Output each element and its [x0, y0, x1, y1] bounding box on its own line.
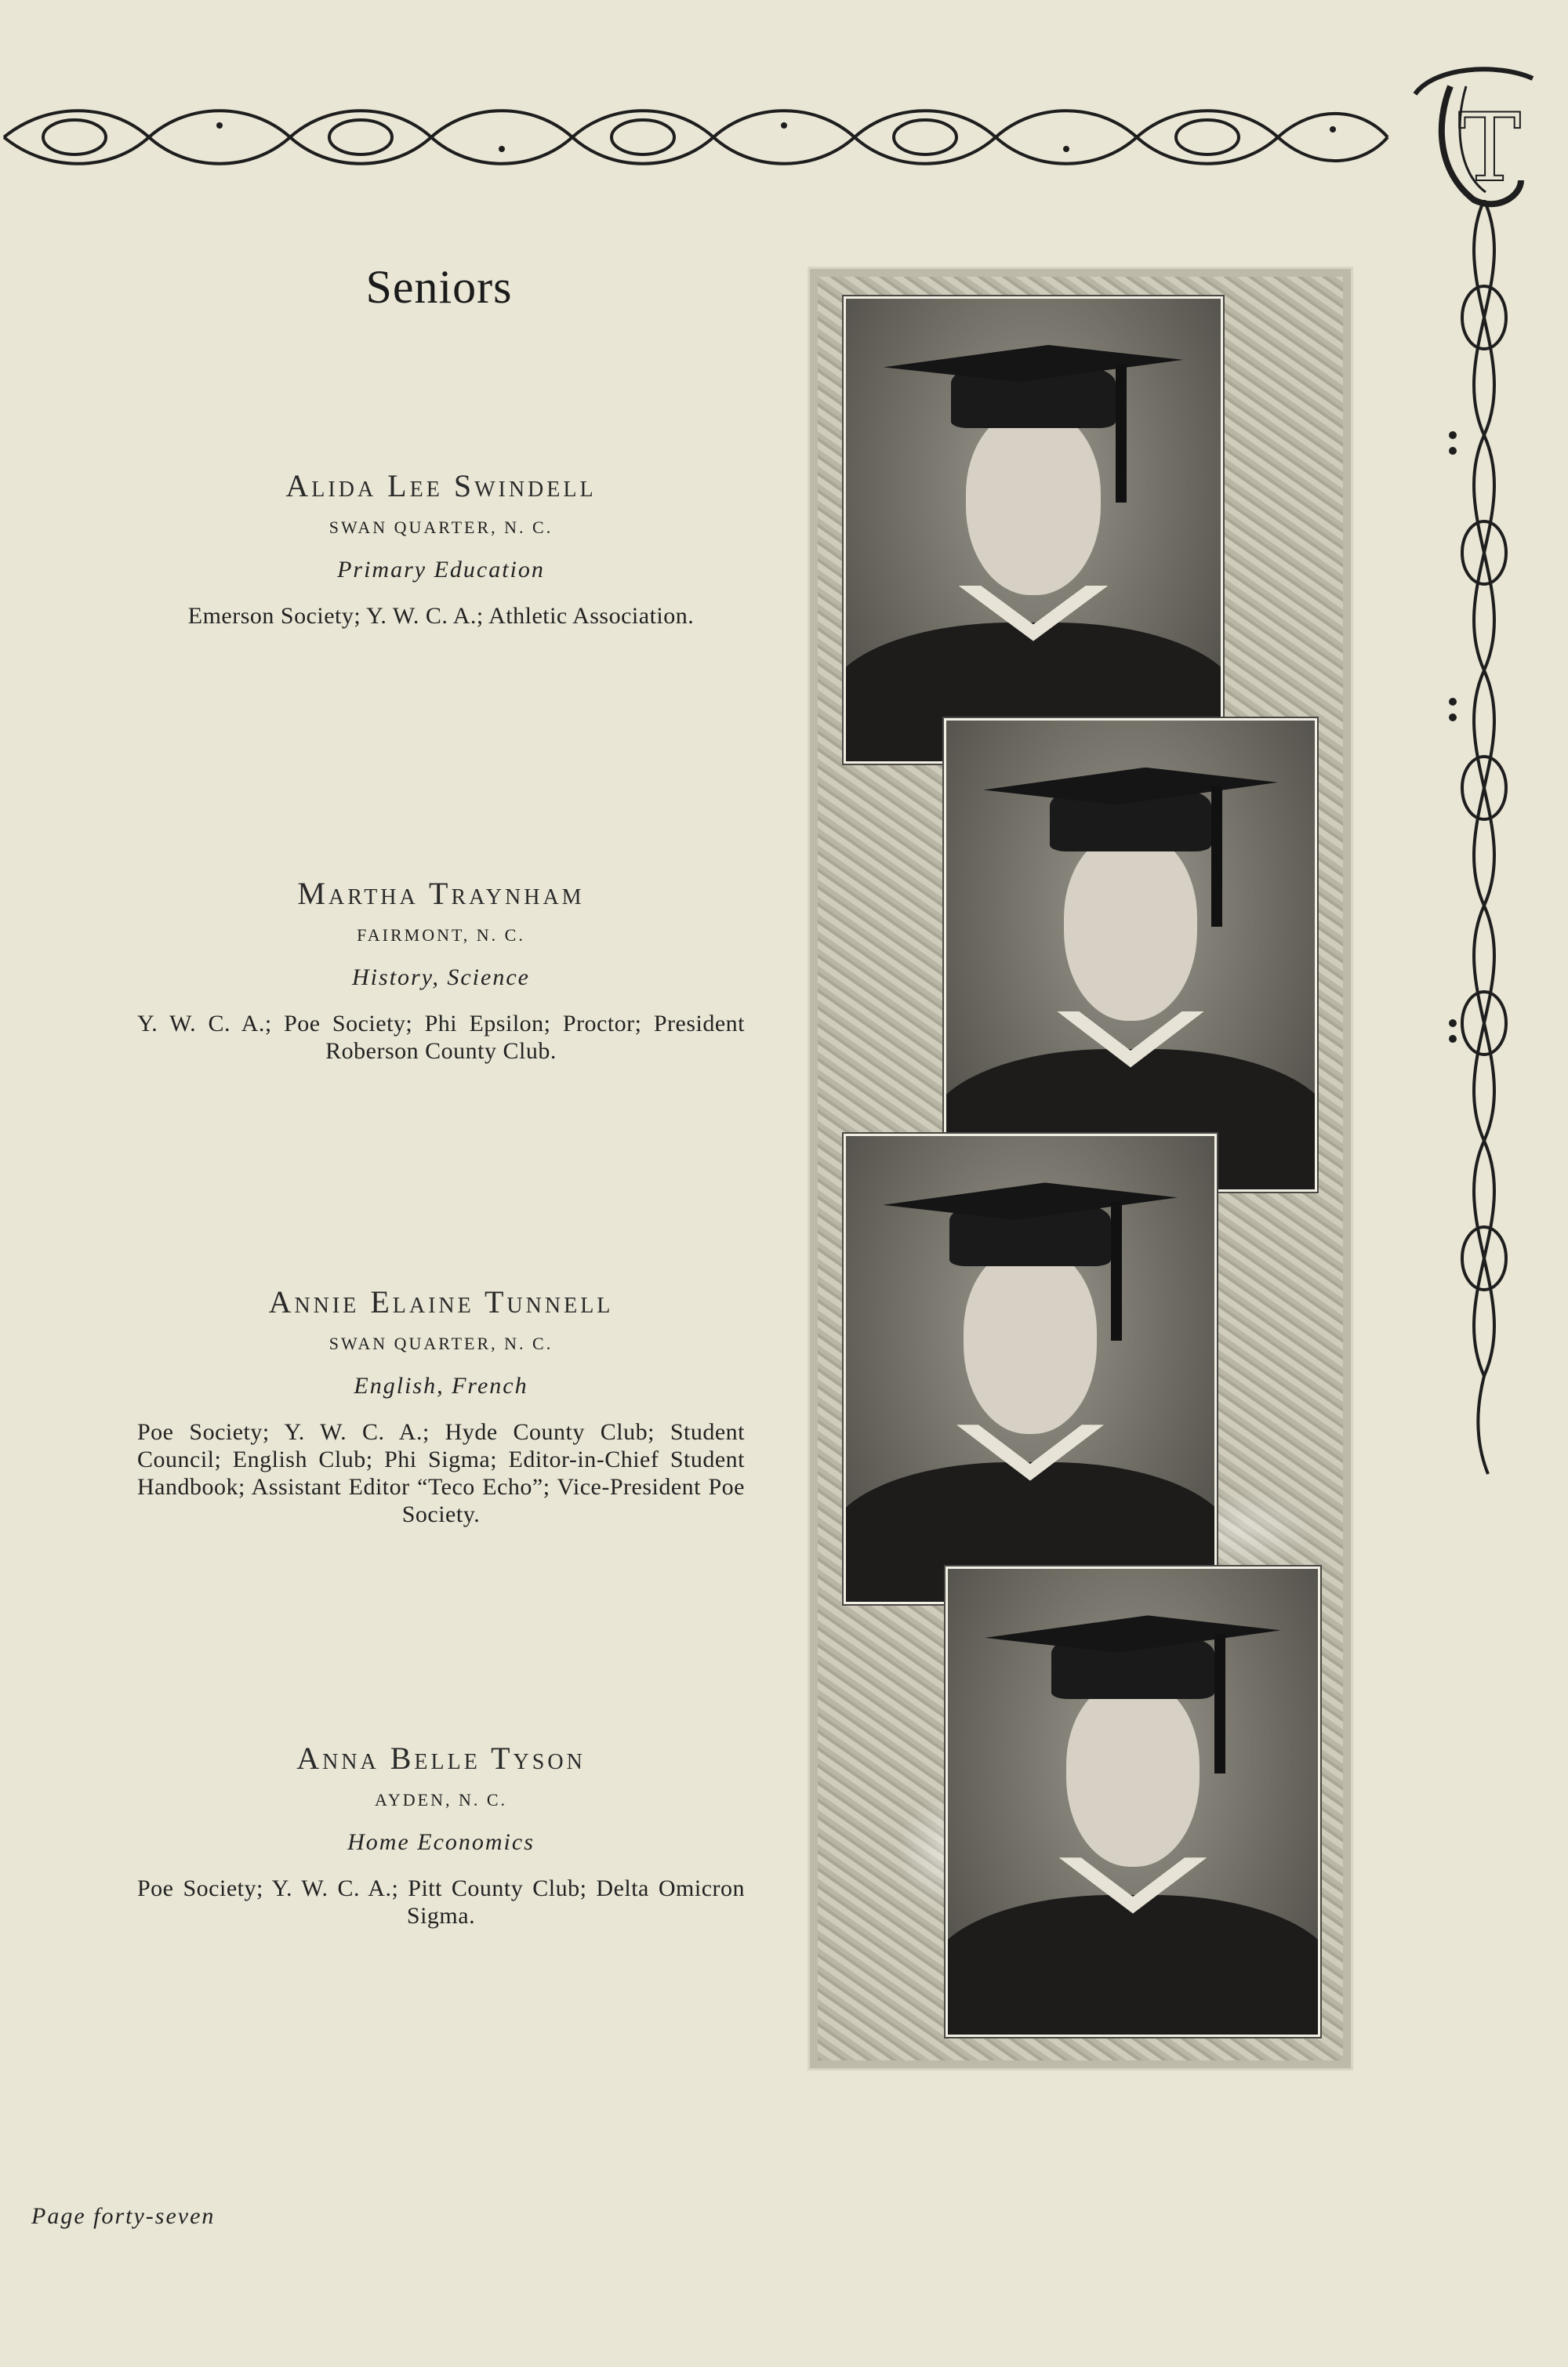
- senior-major: Home Economics: [347, 1829, 535, 1855]
- senior-portrait-photo: [946, 1567, 1320, 2037]
- senior-portrait-photo: [844, 1134, 1217, 1604]
- page-number: Page forty-seven: [31, 2203, 216, 2229]
- senior-major: Primary Education: [337, 557, 545, 583]
- senior-activities: Emerson Society; Y. W. C. A.; Athletic Association.: [187, 603, 695, 629]
- senior-hometown: SWAN QUARTER, N. C.: [328, 1334, 554, 1353]
- senior-activities: Poe Society; Y. W. C. A.; Hyde County Club; Student Council; English Club; Phi Sigma; Editor-in-Chief Student Handbook; Assistant Editor “Teco Echo”; Vice-President Poe Society.: [137, 1419, 745, 1527]
- senior-entry: [137, 467, 745, 630]
- senior-major: English, French: [354, 1373, 528, 1399]
- senior-name: Martha Traynham: [297, 876, 585, 911]
- senior-entry: [137, 875, 745, 1065]
- section-title: Seniors: [365, 261, 513, 313]
- senior-name: Alida Lee Swindell: [285, 468, 597, 503]
- senior-name: Anna Belle Tyson: [296, 1741, 586, 1776]
- ornamental-initial-letter: [1403, 63, 1537, 212]
- senior-portrait-photo: [944, 718, 1317, 1192]
- top-ornamental-border: [0, 94, 1392, 180]
- senior-activities: Poe Society; Y. W. C. A.; Pitt County Club; Delta Omicron Sigma.: [137, 1875, 745, 1929]
- initial-letter: T: [1458, 94, 1522, 203]
- senior-portrait-photo: [844, 296, 1223, 764]
- vertical-vine-ornament: [1441, 200, 1527, 1478]
- senior-entry: [137, 1283, 745, 1528]
- senior-hometown: AYDEN, N. C.: [374, 1790, 508, 1810]
- senior-entry: [137, 1740, 745, 1930]
- senior-major: History, Science: [352, 964, 530, 990]
- senior-hometown: SWAN QUARTER, N. C.: [328, 517, 554, 537]
- senior-name: Annie Elaine Tunnell: [268, 1284, 614, 1320]
- senior-hometown: FAIRMONT, N. C.: [357, 925, 525, 945]
- senior-activities: Y. W. C. A.; Poe Society; Phi Epsilon; Proctor; President Roberson County Club.: [137, 1011, 745, 1064]
